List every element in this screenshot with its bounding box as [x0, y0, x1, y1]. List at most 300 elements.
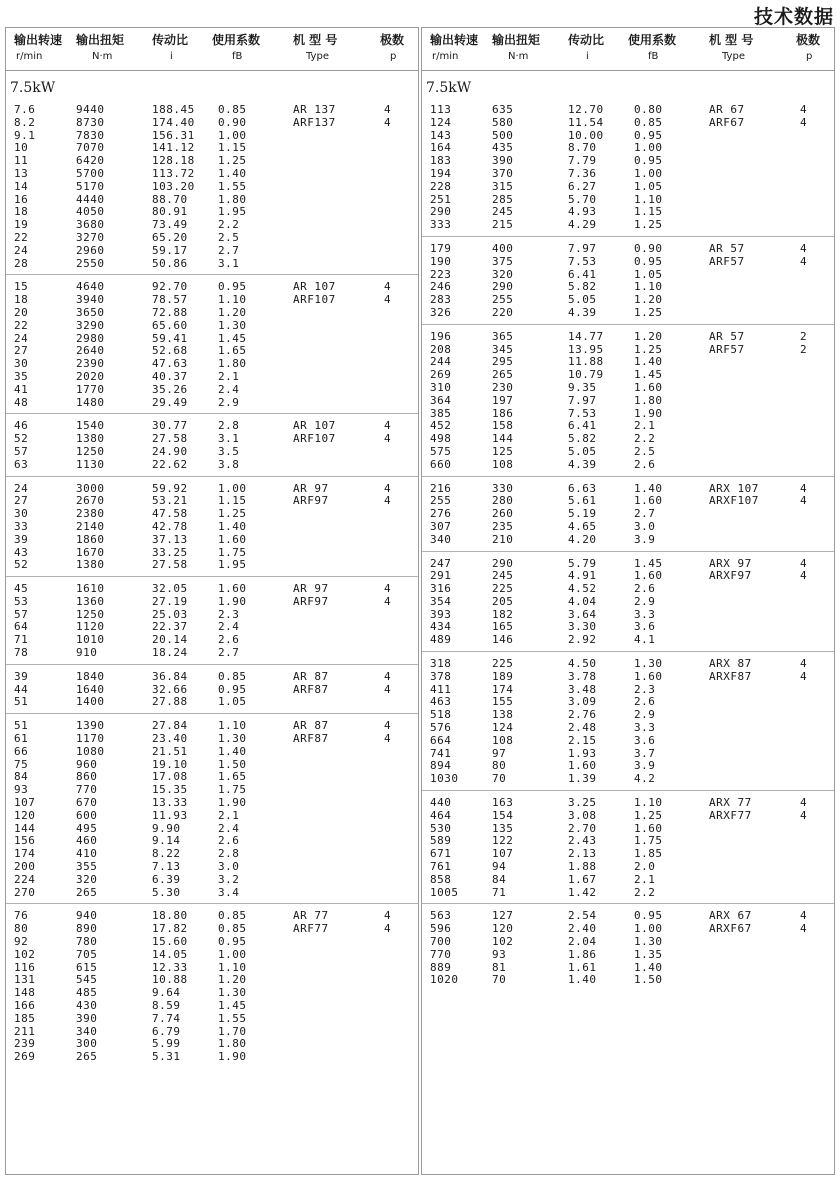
cell-output-torque: 107 — [492, 847, 514, 861]
cell-output-torque: 265 — [76, 1050, 98, 1064]
cell-poles: 4 — [800, 115, 808, 129]
cell-ratio: 27.58 — [152, 558, 188, 572]
cell-model-type: AR 87 — [293, 669, 329, 683]
cell-ratio: 33.25 — [152, 545, 188, 559]
cell-output-torque: 315 — [492, 179, 514, 193]
cell-output-speed: 19 — [14, 218, 29, 232]
cell-model-type: ARF97 — [293, 494, 329, 508]
right-table — [421, 27, 835, 1175]
cell-service-factor: 1.75 — [218, 545, 247, 559]
table-row — [6, 771, 418, 784]
cell-output-speed: 51 — [14, 695, 29, 709]
cell-service-factor: 1.30 — [218, 986, 247, 1000]
group-list — [422, 98, 834, 991]
table-row — [6, 495, 418, 508]
cell-ratio: 8.70 — [568, 141, 597, 155]
cell-output-torque: 1840 — [76, 669, 105, 683]
cell-output-torque: 670 — [76, 796, 98, 810]
cell-output-speed: 283 — [430, 293, 452, 307]
cell-ratio: 5.19 — [568, 507, 597, 521]
cell-service-factor: 2.9 — [218, 395, 240, 409]
table-header — [422, 28, 834, 71]
table-row — [422, 508, 834, 521]
cell-service-factor: 1.55 — [218, 1011, 247, 1025]
table-row — [6, 923, 418, 936]
cell-ratio: 30.77 — [152, 419, 188, 433]
table-row — [422, 181, 834, 194]
table-row — [6, 194, 418, 207]
table-row — [422, 962, 834, 975]
header-output-speed-unit: r/min — [432, 51, 459, 62]
cell-output-torque: 460 — [76, 834, 98, 848]
cell-output-torque: 2140 — [76, 519, 105, 533]
cell-output-torque: 1390 — [76, 719, 105, 733]
cell-output-torque: 495 — [76, 821, 98, 835]
cell-ratio: 27.84 — [152, 719, 188, 733]
cell-ratio: 1.42 — [568, 885, 597, 899]
cell-output-speed: 46 — [14, 419, 29, 433]
cell-model-type: AR 107 — [293, 419, 336, 433]
table-row — [422, 104, 834, 117]
cell-output-torque: 3270 — [76, 230, 105, 244]
cell-output-torque: 4050 — [76, 205, 105, 219]
cell-service-factor: 1.70 — [218, 1024, 247, 1038]
cell-model-type: ARF67 — [709, 115, 745, 129]
cell-output-speed: 53 — [14, 594, 29, 608]
cell-service-factor: 1.45 — [634, 556, 663, 570]
cell-output-speed: 489 — [430, 633, 452, 647]
cell-ratio: 15.60 — [152, 935, 188, 949]
cell-ratio: 3.78 — [568, 669, 597, 683]
cell-service-factor: 1.65 — [218, 344, 247, 358]
cell-output-speed: 316 — [430, 582, 452, 596]
cell-ratio: 6.41 — [568, 419, 597, 433]
cell-poles: 2 — [800, 342, 808, 356]
cell-output-speed: 14 — [14, 179, 29, 193]
cell-service-factor: 1.20 — [218, 305, 247, 319]
cell-output-torque: 400 — [492, 241, 514, 255]
cell-poles: 4 — [384, 594, 392, 608]
gearbox-group — [422, 652, 834, 791]
cell-model-type: ARF87 — [293, 732, 329, 746]
cell-output-speed: 518 — [430, 708, 452, 722]
cell-service-factor: 2.1 — [218, 808, 240, 822]
cell-ratio: 141.12 — [152, 141, 195, 155]
cell-service-factor: 1.10 — [634, 192, 663, 206]
cell-ratio: 2.43 — [568, 834, 597, 848]
cell-output-speed: 244 — [430, 355, 452, 369]
cell-ratio: 188.45 — [152, 103, 195, 116]
cell-service-factor: 0.95 — [634, 128, 663, 142]
cell-service-factor: 1.45 — [218, 999, 247, 1012]
cell-output-speed: 246 — [430, 280, 452, 294]
cell-ratio: 13.95 — [568, 342, 604, 356]
cell-service-factor: 1.30 — [218, 732, 247, 746]
cell-output-speed: 440 — [430, 796, 452, 810]
cell-ratio: 5.82 — [568, 432, 597, 446]
cell-output-torque: 81 — [492, 960, 507, 974]
cell-output-torque: 5170 — [76, 179, 105, 193]
cell-output-torque: 127 — [492, 909, 514, 923]
cell-ratio: 4.39 — [568, 305, 597, 319]
cell-poles: 2 — [800, 329, 808, 343]
cell-model-type: ARX 77 — [709, 796, 752, 810]
table-row — [6, 733, 418, 746]
cell-ratio: 3.30 — [568, 620, 597, 634]
cell-ratio: 80.91 — [152, 205, 188, 219]
cell-service-factor: 1.40 — [218, 166, 247, 180]
cell-output-torque: 80 — [492, 759, 507, 773]
cell-ratio: 5.31 — [152, 1050, 181, 1064]
cell-service-factor: 1.10 — [634, 796, 663, 810]
cell-poles: 4 — [800, 909, 808, 923]
table-row — [6, 384, 418, 397]
table-row — [422, 243, 834, 256]
cell-ratio: 10.79 — [568, 368, 604, 382]
table-row — [422, 331, 834, 344]
cell-ratio: 2.15 — [568, 733, 597, 747]
cell-ratio: 5.61 — [568, 494, 597, 508]
cell-output-torque: 2550 — [76, 256, 105, 270]
header-output-torque-unit: N·m — [508, 51, 529, 62]
header-service-factor-zh: 使用系数 — [628, 33, 677, 47]
cell-service-factor: 1.60 — [218, 532, 247, 546]
cell-service-factor: 1.40 — [634, 355, 663, 369]
cell-ratio: 7.97 — [568, 393, 597, 407]
cell-output-speed: 185 — [14, 1011, 36, 1025]
cell-output-speed: 64 — [14, 620, 29, 634]
cell-model-type: ARF137 — [293, 115, 336, 129]
cell-output-speed: 179 — [430, 241, 452, 255]
cell-output-torque: 1250 — [76, 607, 105, 621]
cell-output-speed: 269 — [430, 368, 452, 382]
gearbox-group — [6, 414, 418, 476]
cell-service-factor: 1.50 — [218, 757, 247, 771]
cell-service-factor: 1.90 — [218, 796, 247, 810]
table-row — [6, 720, 418, 733]
cell-output-torque: 225 — [492, 582, 514, 596]
table-row — [422, 634, 834, 647]
cell-service-factor: 1.40 — [218, 744, 247, 758]
cell-output-speed: 20 — [14, 305, 29, 319]
power-rating: 7.5kW — [10, 80, 56, 96]
gearbox-group — [6, 665, 418, 714]
table-row — [422, 722, 834, 735]
cell-model-type: AR 97 — [293, 481, 329, 495]
cell-output-speed: 16 — [14, 192, 29, 206]
table-row — [6, 446, 418, 459]
cell-ratio: 4.65 — [568, 519, 597, 533]
cell-model-type: AR 107 — [293, 280, 336, 294]
header-ratio-unit: i — [170, 51, 173, 62]
cell-output-torque: 197 — [492, 393, 514, 407]
table-row — [422, 534, 834, 547]
cell-output-torque: 186 — [492, 406, 514, 420]
cell-service-factor: 1.10 — [218, 293, 247, 307]
cell-poles: 4 — [384, 280, 392, 294]
cell-poles: 4 — [384, 909, 392, 923]
cell-ratio: 3.64 — [568, 607, 597, 621]
table-row — [6, 1013, 418, 1026]
cell-output-speed: 385 — [430, 406, 452, 420]
cell-output-speed: 143 — [430, 128, 452, 142]
table-row — [422, 130, 834, 143]
cell-ratio: 10.00 — [568, 128, 604, 142]
table-row — [422, 823, 834, 836]
table-row — [6, 609, 418, 622]
cell-output-torque: 108 — [492, 733, 514, 747]
header-output-torque-zh: 输出扭矩 — [492, 33, 541, 47]
cell-service-factor: 0.95 — [634, 254, 663, 268]
cell-ratio: 12.33 — [152, 960, 188, 974]
cell-output-torque: 1400 — [76, 695, 105, 709]
cell-output-torque: 2670 — [76, 494, 105, 508]
cell-output-torque: 144 — [492, 432, 514, 446]
cell-service-factor: 1.30 — [634, 935, 663, 949]
table-row — [422, 408, 834, 421]
cell-model-type: ARF97 — [293, 594, 329, 608]
gearbox-group — [6, 98, 418, 275]
cell-output-torque: 780 — [76, 935, 98, 949]
cell-service-factor: 1.60 — [634, 669, 663, 683]
table-row — [6, 784, 418, 797]
cell-poles: 4 — [800, 922, 808, 936]
cell-service-factor: 3.8 — [218, 457, 240, 471]
header-output-torque-unit: N·m — [92, 51, 113, 62]
table-row — [6, 433, 418, 446]
table-row — [6, 117, 418, 130]
cell-output-torque: 2980 — [76, 331, 105, 345]
cell-output-speed: 30 — [14, 357, 29, 371]
cell-ratio: 4.20 — [568, 532, 597, 546]
table-row — [6, 521, 418, 534]
table-row — [6, 181, 418, 194]
cell-output-speed: 270 — [14, 885, 36, 899]
cell-service-factor: 1.25 — [218, 507, 247, 521]
cell-service-factor: 0.85 — [634, 115, 663, 129]
cell-poles: 4 — [800, 569, 808, 583]
cell-output-speed: 589 — [430, 834, 452, 848]
table-row — [6, 420, 418, 433]
cell-ratio: 2.54 — [568, 909, 597, 923]
cell-model-type: AR 57 — [709, 329, 745, 343]
cell-output-speed: 224 — [14, 872, 36, 886]
cell-output-torque: 430 — [76, 999, 98, 1012]
table-row — [422, 495, 834, 508]
cell-ratio: 42.78 — [152, 519, 188, 533]
cell-service-factor: 2.9 — [634, 594, 656, 608]
cell-output-torque: 189 — [492, 669, 514, 683]
cell-output-torque: 265 — [492, 368, 514, 382]
cell-service-factor: 0.95 — [218, 935, 247, 949]
cell-output-torque: 355 — [76, 860, 98, 874]
cell-output-torque: 1130 — [76, 457, 105, 471]
cell-output-torque: 1120 — [76, 620, 105, 634]
cell-output-torque: 4640 — [76, 280, 105, 294]
cell-output-speed: 13 — [14, 166, 29, 180]
table-row — [422, 974, 834, 987]
cell-ratio: 20.14 — [152, 633, 188, 647]
table-row — [422, 621, 834, 634]
cell-output-torque: 345 — [492, 342, 514, 356]
cell-output-speed: 269 — [14, 1050, 36, 1064]
cell-output-torque: 182 — [492, 607, 514, 621]
cell-ratio: 3.48 — [568, 682, 597, 696]
cell-output-speed: 464 — [430, 808, 452, 822]
cell-poles: 4 — [800, 241, 808, 255]
cell-output-torque: 770 — [76, 783, 98, 797]
gearbox-group — [6, 275, 418, 414]
cell-service-factor: 0.85 — [218, 909, 247, 923]
cell-output-torque: 215 — [492, 218, 514, 232]
table-row — [6, 974, 418, 987]
cell-service-factor: 3.6 — [634, 733, 656, 747]
cell-service-factor: 1.15 — [634, 205, 663, 219]
cell-output-torque: 600 — [76, 808, 98, 822]
cell-output-speed: 310 — [430, 380, 452, 394]
cell-output-speed: 575 — [430, 444, 452, 458]
cell-service-factor: 1.90 — [218, 1050, 247, 1064]
cell-service-factor: 4.1 — [634, 633, 656, 647]
table-row — [6, 647, 418, 660]
cell-service-factor: 1.25 — [634, 305, 663, 319]
table-row — [6, 823, 418, 836]
table-row — [422, 835, 834, 848]
cell-ratio: 2.40 — [568, 922, 597, 936]
table-row — [6, 333, 418, 346]
cell-ratio: 6.63 — [568, 481, 597, 495]
cell-service-factor: 2.1 — [634, 419, 656, 433]
cell-output-torque: 7830 — [76, 128, 105, 142]
table-row — [422, 949, 834, 962]
cell-service-factor: 2.1 — [218, 369, 240, 383]
cell-ratio: 21.51 — [152, 744, 188, 758]
cell-service-factor: 1.30 — [634, 657, 663, 671]
cell-output-speed: 120 — [14, 808, 36, 822]
cell-model-type: ARXF107 — [709, 494, 759, 508]
cell-output-speed: 27 — [14, 494, 29, 508]
table-row — [422, 395, 834, 408]
cell-ratio: 10.88 — [152, 973, 188, 987]
cell-ratio: 1.93 — [568, 746, 597, 760]
cell-service-factor: 1.90 — [634, 406, 663, 420]
table-row — [6, 987, 418, 1000]
cell-output-speed: 66 — [14, 744, 29, 758]
cell-ratio: 7.13 — [152, 860, 181, 874]
cell-ratio: 53.21 — [152, 494, 188, 508]
table-row — [6, 168, 418, 181]
cell-model-type: AR 97 — [293, 582, 329, 596]
cell-service-factor: 2.6 — [634, 695, 656, 709]
table-row — [422, 206, 834, 219]
cell-service-factor: 2.2 — [634, 432, 656, 446]
gearbox-group — [6, 904, 418, 1068]
cell-poles: 4 — [384, 494, 392, 508]
cell-output-speed: 228 — [430, 179, 452, 193]
cell-output-speed: 9.1 — [14, 128, 36, 142]
cell-ratio: 18.80 — [152, 909, 188, 923]
cell-output-speed: 664 — [430, 733, 452, 747]
left-table — [5, 27, 419, 1175]
cell-output-speed: 1005 — [430, 885, 459, 899]
cell-output-speed: 18 — [14, 205, 29, 219]
cell-service-factor: 1.80 — [218, 192, 247, 206]
cell-ratio: 13.33 — [152, 796, 188, 810]
table-row — [6, 1051, 418, 1064]
table-row — [422, 483, 834, 496]
cell-ratio: 1.88 — [568, 860, 597, 874]
cell-output-torque: 1080 — [76, 744, 105, 758]
cell-poles: 4 — [384, 481, 392, 495]
table-row — [6, 910, 418, 923]
cell-output-torque: 94 — [492, 860, 507, 874]
cell-model-type: ARF57 — [709, 342, 745, 356]
cell-ratio: 9.35 — [568, 380, 597, 394]
cell-ratio: 59.17 — [152, 243, 188, 257]
cell-output-speed: 463 — [430, 695, 452, 709]
cell-output-speed: 378 — [430, 669, 452, 683]
cell-ratio: 113.72 — [152, 166, 195, 180]
table-row — [422, 658, 834, 671]
cell-output-speed: 71 — [14, 633, 29, 647]
cell-ratio: 6.39 — [152, 872, 181, 886]
cell-output-speed: 576 — [430, 721, 452, 735]
table-row — [6, 810, 418, 823]
cell-output-torque: 300 — [76, 1037, 98, 1051]
cell-service-factor: 2.2 — [218, 218, 240, 232]
cell-output-torque: 97 — [492, 746, 507, 760]
cell-ratio: 14.77 — [568, 329, 604, 343]
cell-ratio: 22.62 — [152, 457, 188, 471]
cell-service-factor: 1.00 — [218, 947, 247, 961]
cell-output-torque: 70 — [492, 973, 507, 987]
header-output-torque-zh: 输出扭矩 — [76, 33, 125, 47]
cell-output-speed: 107 — [14, 796, 36, 810]
cell-service-factor: 0.80 — [634, 103, 663, 116]
gearbox-group — [6, 577, 418, 665]
table-row — [6, 358, 418, 371]
gearbox-group — [422, 791, 834, 904]
cell-service-factor: 1.10 — [218, 960, 247, 974]
table-row — [6, 547, 418, 560]
cell-output-speed: 52 — [14, 558, 29, 572]
cell-service-factor: 3.4 — [218, 885, 240, 899]
table-row — [422, 861, 834, 874]
table-row — [422, 684, 834, 697]
header-ratio-unit: i — [586, 51, 589, 62]
cell-poles: 4 — [384, 103, 392, 116]
cell-output-torque: 1380 — [76, 432, 105, 446]
cell-ratio: 2.92 — [568, 633, 597, 647]
cell-ratio: 2.04 — [568, 935, 597, 949]
cell-ratio: 19.10 — [152, 757, 188, 771]
table-row — [6, 583, 418, 596]
cell-service-factor: 1.40 — [634, 960, 663, 974]
cell-output-torque: 290 — [492, 280, 514, 294]
cell-output-speed: 223 — [430, 267, 452, 281]
cell-output-torque: 285 — [492, 192, 514, 206]
cell-output-speed: 434 — [430, 620, 452, 634]
cell-ratio: 78.57 — [152, 293, 188, 307]
gearbox-group — [422, 237, 834, 325]
cell-output-torque: 1250 — [76, 444, 105, 458]
table-row — [6, 232, 418, 245]
cell-output-torque: 545 — [76, 973, 98, 987]
cell-output-speed: 22 — [14, 230, 29, 244]
cell-output-torque: 3940 — [76, 293, 105, 307]
cell-output-speed: 1020 — [430, 973, 459, 987]
cell-service-factor: 1.15 — [218, 494, 247, 508]
